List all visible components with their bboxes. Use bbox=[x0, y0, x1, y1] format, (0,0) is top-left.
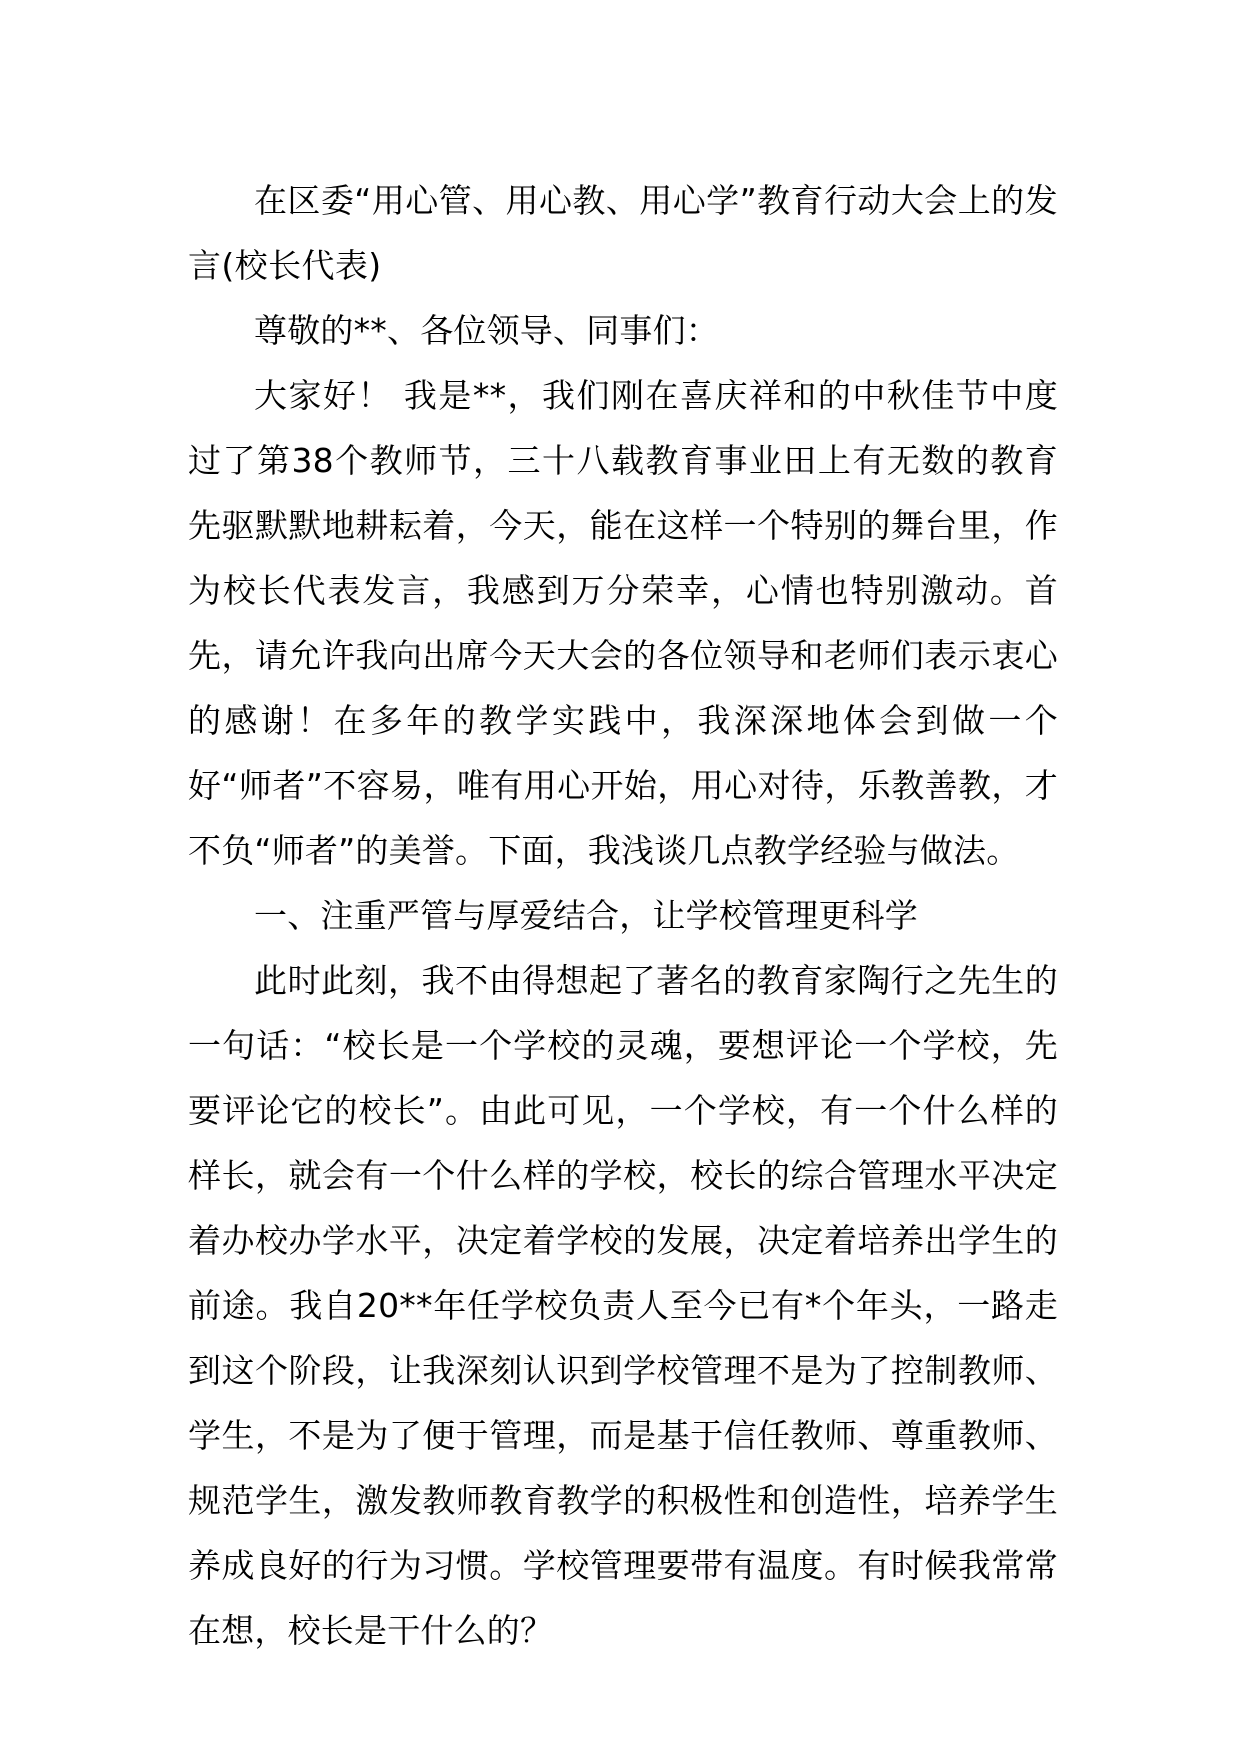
document-body bbox=[188, 168, 1058, 1663]
document-title: 在区委“用心管、用心教、用心学”教育行动大会上的发言(校长代表) bbox=[188, 181, 1058, 285]
body-paragraph-greeting: 大家好！ 我是**，我们刚在喜庆祥和的中秋佳节中度过了第38个教师节，三十八载教育事业田上有无数的教育先驱默默地耕耘着，今天，能在这样一个特别的舞台里，作为校长代表发言，我感到万分荣幸，心情也特别激动。首先，请允许我向出席今天大会的各位领导和老师们表示衷心的感谢！在多年的教学实践中，我深深地体会到做一个好“师者”不容易，唯有用心开始，用心对待，乐教善教，才不负“师者”的美誉。下面，我浅谈几点教学经验与做法。 bbox=[188, 376, 1058, 870]
body-paragraph-management: 此时此刻，我不由得想起了著名的教育家陶行之先生的一句话：“校长是一个学校的灵魂，要想评论一个学校，先要评论它的校长”。由此可见，一个学校，有一个什么样的样长，就会有一个什么样的学校，校长的综合管理水平决定着办校办学水平，决定着学校的发展，决定着培养出学生的前途。我自20**年任学校负责人至今已有*个年头，一路走到这个阶段，让我深刻认识到学校管理不是为了控制教师、学生，不是为了便于管理，而是基于信任教师、尊重教师、规范学生，激发教师教育教学的积极性和创造性，培养学生养成良好的行为习惯。学校管理要带有温度。有时候我常常在想，校长是干什么的？ bbox=[188, 961, 1058, 1650]
section-heading-1: 一、注重严管与厚爱结合，让学校管理更科学 bbox=[254, 896, 918, 935]
salutation: 尊敬的**、各位领导、同事们： bbox=[254, 311, 719, 350]
